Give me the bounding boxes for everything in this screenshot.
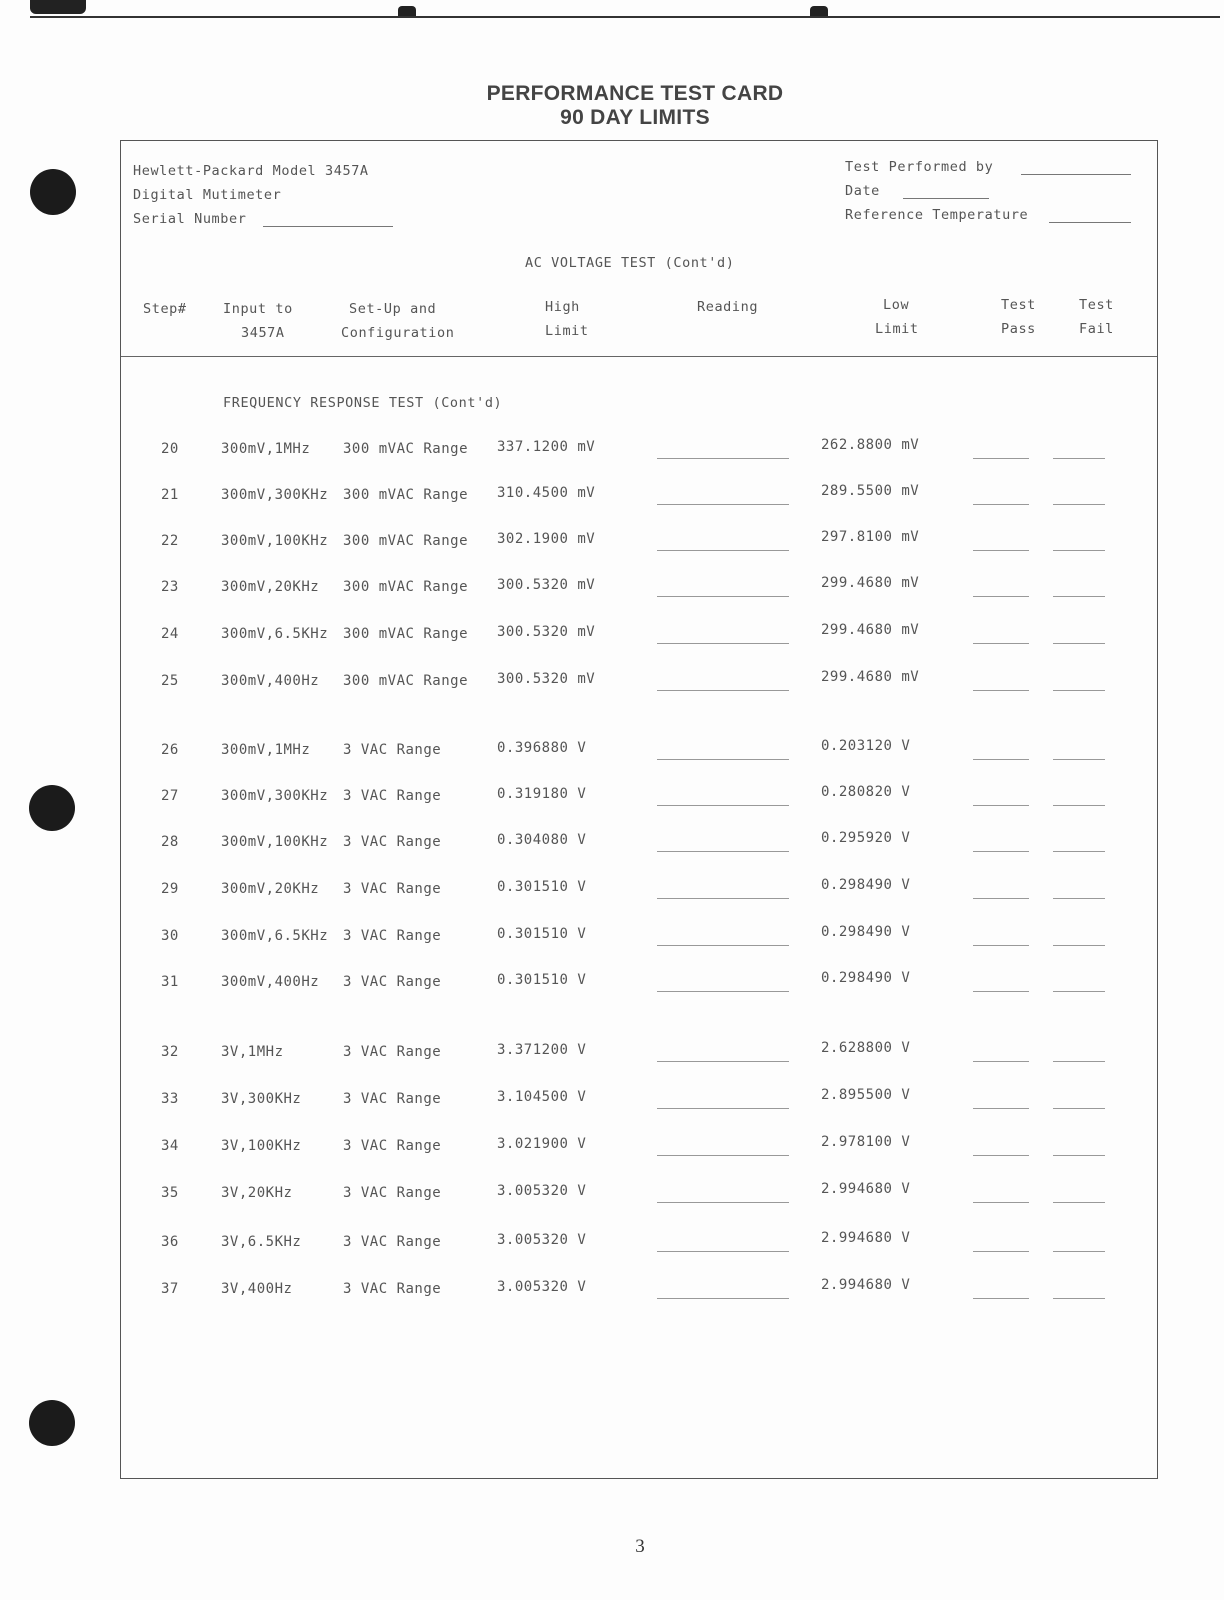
high-limit: 3.021900 V <box>497 1136 587 1152</box>
table-row <box>121 437 1157 465</box>
test-pass-field[interactable] <box>973 1251 1029 1252</box>
table-row <box>121 669 1157 697</box>
test-fail-field[interactable] <box>1053 596 1105 597</box>
binder-hole <box>29 1400 75 1446</box>
high-limit: 302.1900 mV <box>497 531 596 547</box>
setup-range: 3 VAC Range <box>343 974 442 990</box>
test-pass-field[interactable] <box>973 1155 1029 1156</box>
input-signal: 300mV,100KHz <box>221 834 329 850</box>
step-number: 22 <box>161 533 179 549</box>
col-high-1: High <box>545 299 580 315</box>
setup-range: 300 mVAC Range <box>343 533 469 549</box>
table-row <box>121 1230 1157 1258</box>
test-pass-field[interactable] <box>973 550 1029 551</box>
reading-field[interactable] <box>657 504 789 505</box>
high-limit: 3.005320 V <box>497 1183 587 1199</box>
reading-field[interactable] <box>657 596 789 597</box>
col-high-2: Limit <box>545 323 589 339</box>
high-limit: 3.005320 V <box>497 1232 587 1248</box>
test-fail-field[interactable] <box>1053 690 1105 691</box>
setup-range: 3 VAC Range <box>343 928 442 944</box>
reading-field[interactable] <box>657 643 789 644</box>
ref-temp-field[interactable] <box>1049 222 1131 223</box>
step-number: 32 <box>161 1044 179 1060</box>
table-row <box>121 970 1157 998</box>
setup-range: 300 mVAC Range <box>343 487 469 503</box>
high-limit: 300.5320 mV <box>497 577 596 593</box>
high-limit: 0.304080 V <box>497 832 587 848</box>
low-limit: 297.8100 mV <box>821 529 920 545</box>
input-signal: 300mV,300KHz <box>221 487 329 503</box>
step-number: 29 <box>161 881 179 897</box>
reading-field[interactable] <box>657 805 789 806</box>
step-number: 23 <box>161 579 179 595</box>
col-low-2: Limit <box>875 321 919 337</box>
table-row <box>121 877 1157 905</box>
step-number: 21 <box>161 487 179 503</box>
instrument-type: Digital Mutimeter <box>133 187 282 203</box>
high-limit: 0.301510 V <box>497 879 587 895</box>
subsection-title: FREQUENCY RESPONSE TEST (Cont'd) <box>223 395 503 411</box>
high-limit: 300.5320 mV <box>497 671 596 687</box>
reading-field[interactable] <box>657 1108 789 1109</box>
low-limit: 262.8800 mV <box>821 437 920 453</box>
setup-range: 3 VAC Range <box>343 881 442 897</box>
low-limit: 2.994680 V <box>821 1230 911 1246</box>
reading-field[interactable] <box>657 851 789 852</box>
reading-field[interactable] <box>657 898 789 899</box>
page-subtitle: 90 DAY LIMITS <box>560 106 710 129</box>
test-pass-field[interactable] <box>973 898 1029 899</box>
col-setup-2: Configuration <box>341 325 455 341</box>
test-fail-field[interactable] <box>1053 1298 1105 1299</box>
section-title: AC VOLTAGE TEST (Cont'd) <box>525 255 735 271</box>
tape-mark <box>810 6 828 16</box>
reading-field[interactable] <box>657 991 789 992</box>
input-signal: 300mV,20KHz <box>221 881 320 897</box>
high-limit: 310.4500 mV <box>497 485 596 501</box>
input-signal: 3V,1MHz <box>221 1044 284 1060</box>
col-pass-1: Test <box>1001 297 1036 313</box>
input-signal: 300mV,6.5KHz <box>221 928 329 944</box>
test-fail-field[interactable] <box>1053 1155 1105 1156</box>
input-signal: 300mV,400Hz <box>221 974 320 990</box>
low-limit: 2.628800 V <box>821 1040 911 1056</box>
reading-field[interactable] <box>657 759 789 760</box>
step-number: 33 <box>161 1091 179 1107</box>
high-limit: 337.1200 mV <box>497 439 596 455</box>
col-step: Step# <box>143 301 187 317</box>
table-row <box>121 830 1157 858</box>
reading-field[interactable] <box>657 1061 789 1062</box>
low-limit: 299.4680 mV <box>821 622 920 638</box>
setup-range: 3 VAC Range <box>343 1234 442 1250</box>
low-limit: 0.298490 V <box>821 924 911 940</box>
setup-range: 3 VAC Range <box>343 834 442 850</box>
table-row <box>121 1277 1157 1305</box>
binder-hole <box>30 169 76 215</box>
test-fail-field[interactable] <box>1053 550 1105 551</box>
input-signal: 300mV,300KHz <box>221 788 329 804</box>
input-signal: 3V,300KHz <box>221 1091 302 1107</box>
reading-field[interactable] <box>657 1251 789 1252</box>
setup-range: 3 VAC Range <box>343 742 442 758</box>
table-row <box>121 1181 1157 1209</box>
low-limit: 2.994680 V <box>821 1181 911 1197</box>
step-number: 24 <box>161 626 179 642</box>
test-pass-field[interactable] <box>973 596 1029 597</box>
setup-range: 3 VAC Range <box>343 1091 442 1107</box>
low-limit: 299.4680 mV <box>821 575 920 591</box>
page-top-edge <box>30 0 1220 18</box>
table-row <box>121 738 1157 766</box>
step-number: 31 <box>161 974 179 990</box>
table-row <box>121 784 1157 812</box>
input-signal: 300mV,20KHz <box>221 579 320 595</box>
tape-mark <box>398 6 416 16</box>
setup-range: 3 VAC Range <box>343 788 442 804</box>
step-number: 20 <box>161 441 179 457</box>
test-pass-field[interactable] <box>973 759 1029 760</box>
test-pass-field[interactable] <box>973 1202 1029 1203</box>
test-pass-field[interactable] <box>973 1061 1029 1062</box>
input-signal: 3V,100KHz <box>221 1138 302 1154</box>
high-limit: 0.396880 V <box>497 740 587 756</box>
low-limit: 0.280820 V <box>821 784 911 800</box>
setup-range: 300 mVAC Range <box>343 579 469 595</box>
date-label: Date <box>845 183 880 199</box>
col-fail-2: Fail <box>1079 321 1114 337</box>
test-pass-field[interactable] <box>973 690 1029 691</box>
step-number: 36 <box>161 1234 179 1250</box>
date-field[interactable] <box>903 198 989 199</box>
test-fail-field[interactable] <box>1053 1061 1105 1062</box>
test-pass-field[interactable] <box>973 1108 1029 1109</box>
high-limit: 3.371200 V <box>497 1042 587 1058</box>
table-row <box>121 1134 1157 1162</box>
table-row <box>121 529 1157 557</box>
test-pass-field[interactable] <box>973 945 1029 946</box>
low-limit: 2.895500 V <box>821 1087 911 1103</box>
test-fail-field[interactable] <box>1053 643 1105 644</box>
input-signal: 300mV,100KHz <box>221 533 329 549</box>
high-limit: 300.5320 mV <box>497 624 596 640</box>
input-signal: 300mV,1MHz <box>221 742 311 758</box>
low-limit: 2.994680 V <box>821 1277 911 1293</box>
test-fail-field[interactable] <box>1053 458 1105 459</box>
test-pass-field[interactable] <box>973 458 1029 459</box>
low-limit: 0.295920 V <box>821 830 911 846</box>
reading-field[interactable] <box>657 690 789 691</box>
test-fail-field[interactable] <box>1053 945 1105 946</box>
col-input-2: 3457A <box>241 325 285 341</box>
setup-range: 300 mVAC Range <box>343 626 469 642</box>
step-number: 37 <box>161 1281 179 1297</box>
col-pass-2: Pass <box>1001 321 1036 337</box>
test-fail-field[interactable] <box>1053 1108 1105 1109</box>
low-limit: 0.203120 V <box>821 738 911 754</box>
test-fail-field[interactable] <box>1053 991 1105 992</box>
setup-range: 300 mVAC Range <box>343 673 469 689</box>
low-limit: 2.978100 V <box>821 1134 911 1150</box>
input-signal: 300mV,400Hz <box>221 673 320 689</box>
test-pass-field[interactable] <box>973 991 1029 992</box>
reading-field[interactable] <box>657 458 789 459</box>
setup-range: 3 VAC Range <box>343 1281 442 1297</box>
step-number: 28 <box>161 834 179 850</box>
high-limit: 3.104500 V <box>497 1089 587 1105</box>
table-row <box>121 1087 1157 1115</box>
col-setup-1: Set-Up and <box>349 301 437 317</box>
test-pass-field[interactable] <box>973 1298 1029 1299</box>
input-signal: 3V,6.5KHz <box>221 1234 302 1250</box>
input-signal: 300mV,1MHz <box>221 441 311 457</box>
page-number: 3 <box>635 1536 645 1557</box>
serial-field[interactable] <box>263 226 393 227</box>
binder-hole <box>29 785 75 831</box>
high-limit: 0.301510 V <box>497 926 587 942</box>
col-reading: Reading <box>697 299 759 315</box>
step-number: 34 <box>161 1138 179 1154</box>
test-fail-field[interactable] <box>1053 504 1105 505</box>
table-row <box>121 575 1157 603</box>
instrument-model: Hewlett-Packard Model 3457A <box>133 163 369 179</box>
table-row <box>121 483 1157 511</box>
step-number: 27 <box>161 788 179 804</box>
setup-range: 3 VAC Range <box>343 1044 442 1060</box>
low-limit: 0.298490 V <box>821 970 911 986</box>
serial-label: Serial Number <box>133 211 247 227</box>
test-pass-field[interactable] <box>973 805 1029 806</box>
step-number: 30 <box>161 928 179 944</box>
table-row <box>121 924 1157 952</box>
input-signal: 3V,20KHz <box>221 1185 293 1201</box>
setup-range: 3 VAC Range <box>343 1138 442 1154</box>
low-limit: 0.298490 V <box>821 877 911 893</box>
high-limit: 3.005320 V <box>497 1279 587 1295</box>
col-fail-1: Test <box>1079 297 1114 313</box>
test-card <box>120 140 1158 1479</box>
test-fail-field[interactable] <box>1053 898 1105 899</box>
col-low-1: Low <box>883 297 910 313</box>
test-fail-field[interactable] <box>1053 759 1105 760</box>
reading-field[interactable] <box>657 550 789 551</box>
high-limit: 0.301510 V <box>497 972 587 988</box>
test-pass-field[interactable] <box>973 643 1029 644</box>
test-pass-field[interactable] <box>973 504 1029 505</box>
table-row <box>121 622 1157 650</box>
reading-field[interactable] <box>657 1202 789 1203</box>
input-signal: 3V,400Hz <box>221 1281 293 1297</box>
tape-mark <box>30 0 86 14</box>
test-fail-field[interactable] <box>1053 1202 1105 1203</box>
test-pass-field[interactable] <box>973 851 1029 852</box>
reading-field[interactable] <box>657 1155 789 1156</box>
table-row <box>121 1040 1157 1068</box>
low-limit: 299.4680 mV <box>821 669 920 685</box>
ref-temp-label: Reference Temperature <box>845 207 1029 223</box>
setup-range: 300 mVAC Range <box>343 441 469 457</box>
test-fail-field[interactable] <box>1053 851 1105 852</box>
performed-by-field[interactable] <box>1021 174 1131 175</box>
step-number: 35 <box>161 1185 179 1201</box>
input-signal: 300mV,6.5KHz <box>221 626 329 642</box>
page-title: PERFORMANCE TEST CARD <box>486 82 784 105</box>
reading-field[interactable] <box>657 945 789 946</box>
step-number: 26 <box>161 742 179 758</box>
setup-range: 3 VAC Range <box>343 1185 442 1201</box>
reading-field[interactable] <box>657 1298 789 1299</box>
performed-by-label: Test Performed by <box>845 159 994 175</box>
test-fail-field[interactable] <box>1053 805 1105 806</box>
step-number: 25 <box>161 673 179 689</box>
test-fail-field[interactable] <box>1053 1251 1105 1252</box>
col-input-1: Input to <box>223 301 293 317</box>
header-divider <box>121 356 1157 357</box>
low-limit: 289.5500 mV <box>821 483 920 499</box>
high-limit: 0.319180 V <box>497 786 587 802</box>
